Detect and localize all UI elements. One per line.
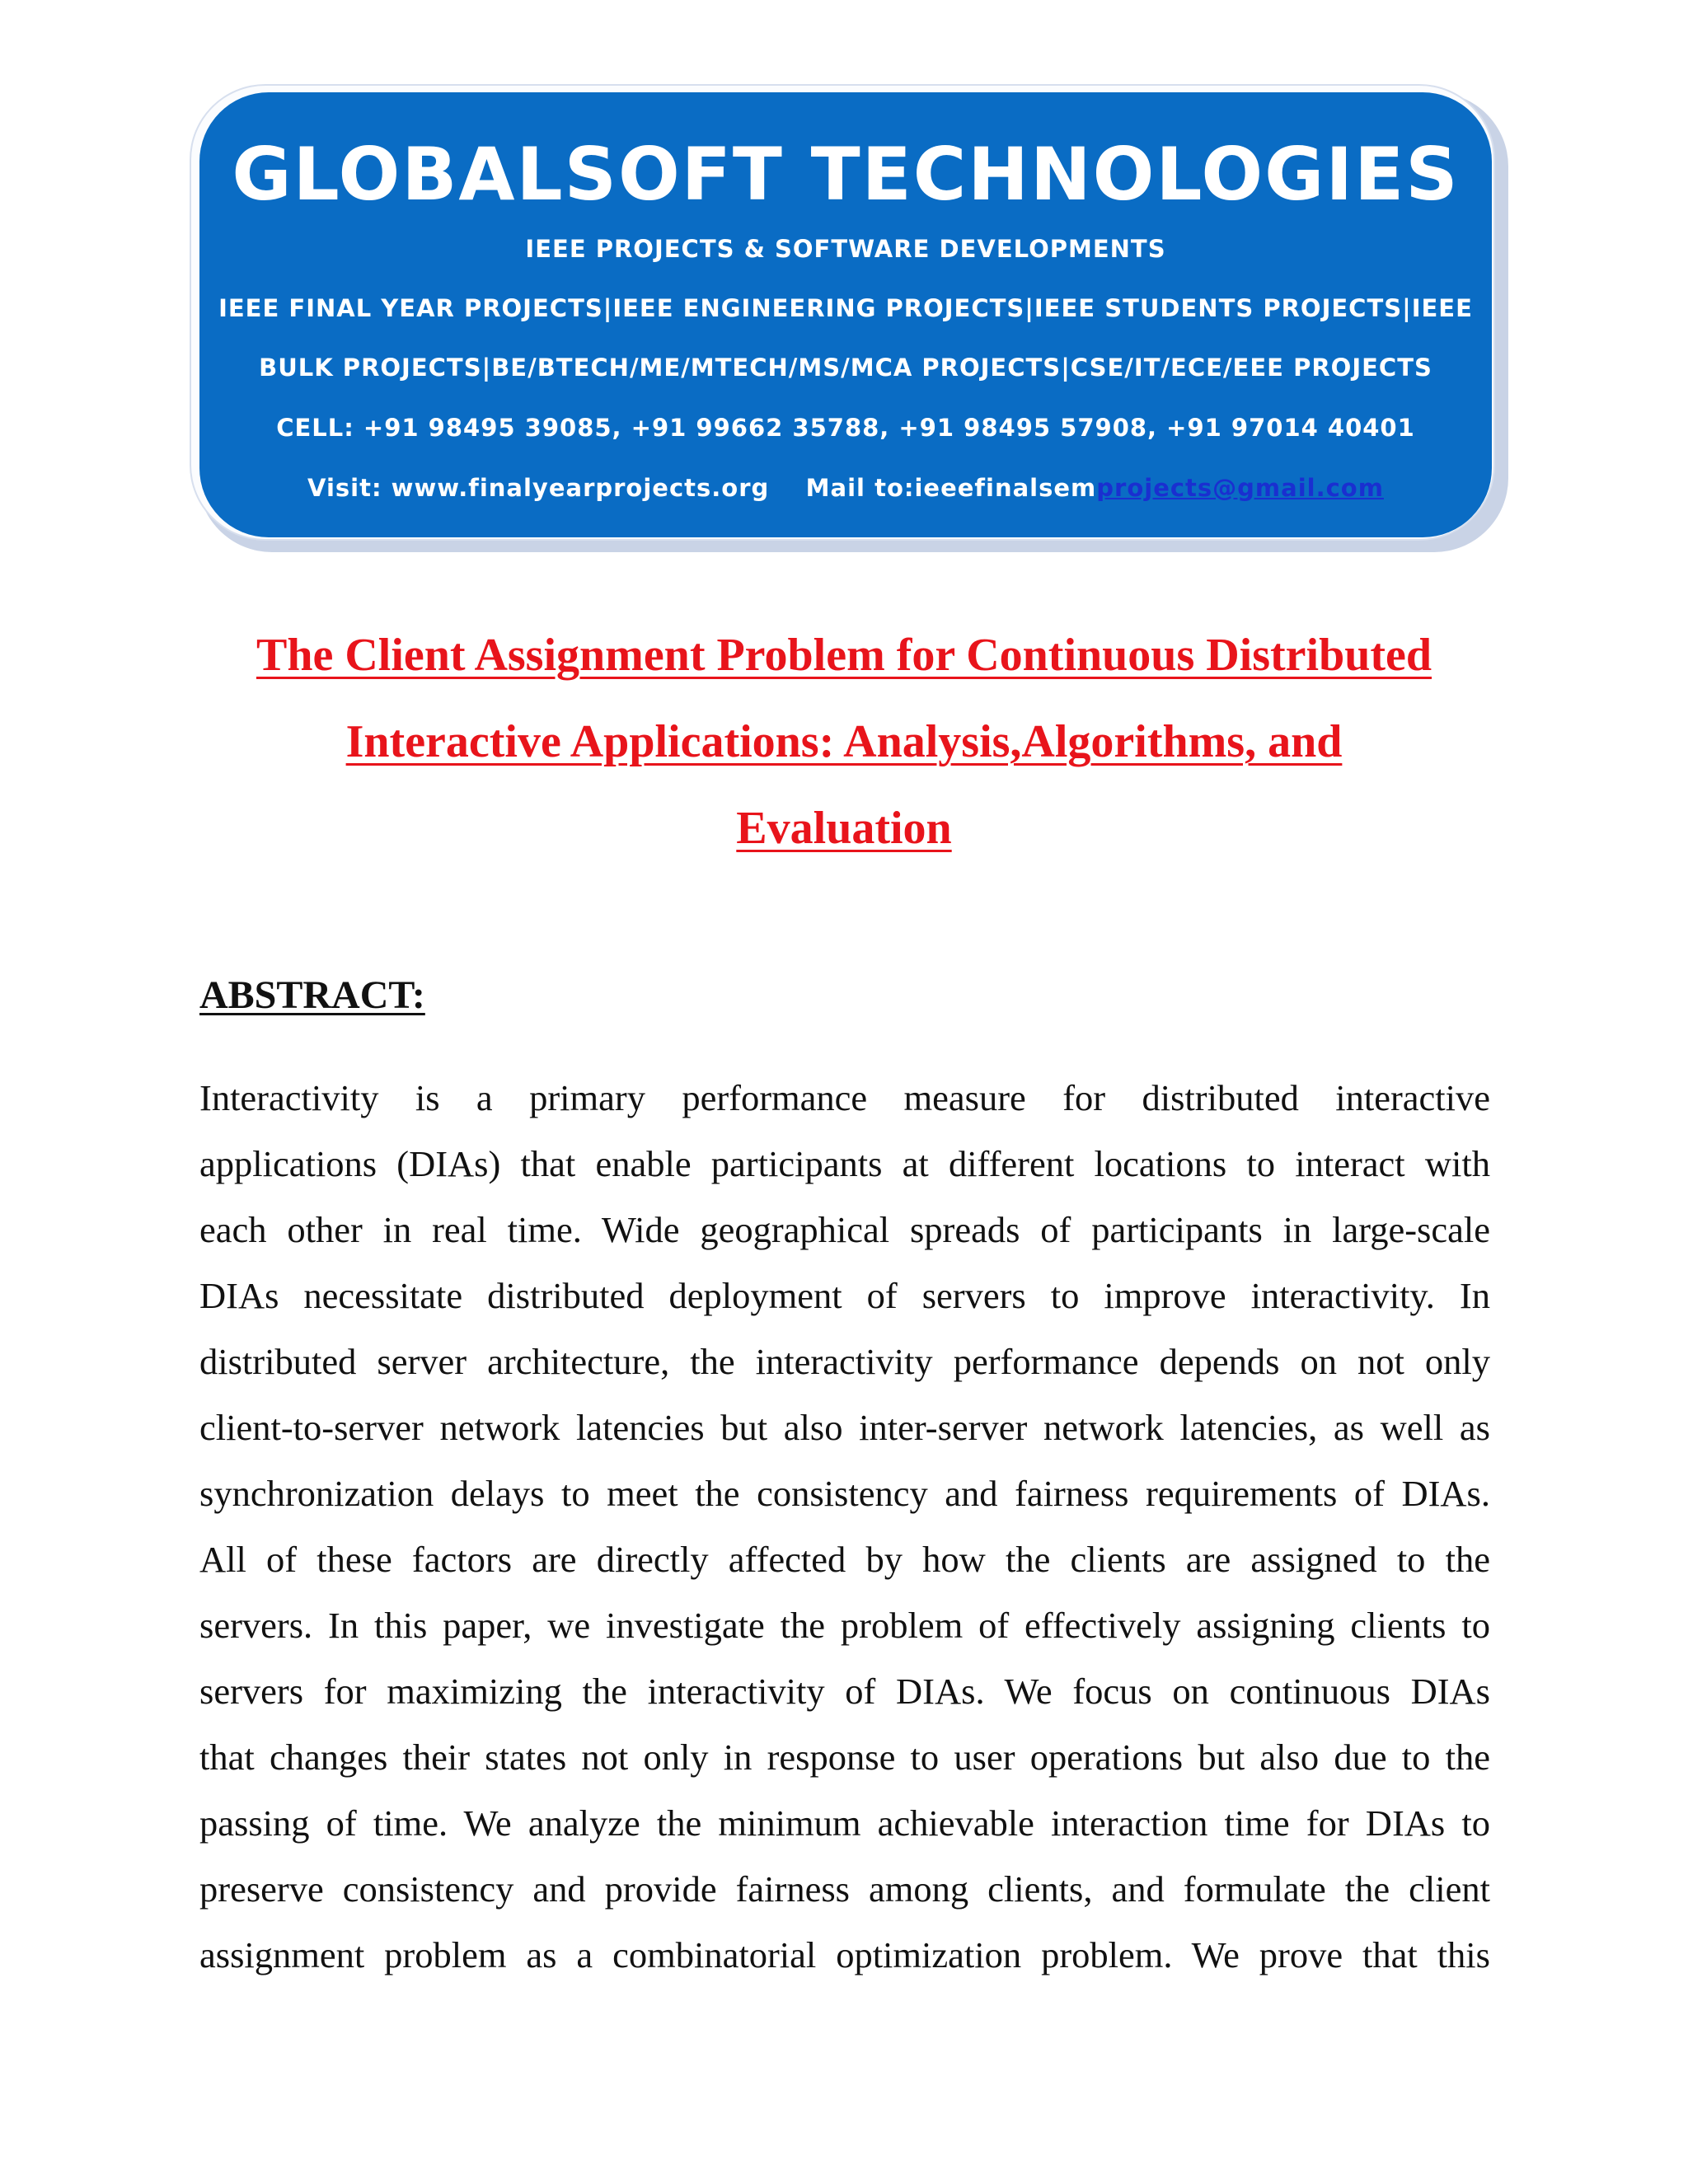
company-banner bbox=[199, 92, 1492, 537]
abstract-heading: ABSTRACT: bbox=[199, 973, 425, 1017]
banner-tagline: IEEE PROJECTS & SOFTWARE DEVELOPMENTS bbox=[525, 235, 1166, 263]
abstract-line: All of these factors are directly affected by how the clients are assigned to the bbox=[199, 1539, 1490, 1580]
website-text: Visit: www.finalyearprojects.org bbox=[307, 474, 770, 502]
email-link[interactable]: projects@gmail.com bbox=[1096, 474, 1384, 502]
mail-prefix: Mail to:ieeefinalsem bbox=[805, 474, 1097, 502]
abstract-line: assignment problem as a combinatorial optimization problem. We prove that this bbox=[199, 1934, 1490, 1975]
abstract-line: servers. In this paper, we investigate the problem of effectively assigning clients to bbox=[199, 1605, 1490, 1646]
banner-phone-numbers: CELL: +91 98495 39085, +91 99662 35788, +91 98495 57908, +91 97014 40401 bbox=[276, 414, 1415, 442]
abstract-line: client-to-server network latencies but also inter-server network latencies, as well as bbox=[199, 1407, 1490, 1448]
abstract-line: synchronization delays to meet the consistency and fairness requirements of DIAs. bbox=[199, 1473, 1490, 1514]
abstract-line: passing of time. We analyze the minimum achievable interaction time for DIAs to bbox=[199, 1802, 1490, 1844]
abstract-body bbox=[199, 1065, 1490, 1988]
abstract-line: Interactivity is a primary performance measure for distributed interactive bbox=[199, 1077, 1490, 1118]
abstract-line: distributed server architecture, the interactivity performance depends on not only bbox=[199, 1341, 1490, 1382]
abstract-line: that changes their states not only in response to user operations but also due to the bbox=[199, 1736, 1490, 1778]
paper-title-line-1: The Client Assignment Problem for Continuous Distributed bbox=[256, 630, 1432, 681]
abstract-line: applications (DIAs) that enable participants at different locations to interact with bbox=[199, 1143, 1490, 1184]
paper-title-line-3: Evaluation bbox=[736, 803, 952, 854]
abstract-line: each other in real time. Wide geographical spreads of participants in large-scale bbox=[199, 1209, 1490, 1250]
banner-contact-line bbox=[199, 471, 1492, 504]
company-name: GLOBALSOFT TECHNOLOGIES bbox=[232, 132, 1460, 217]
paper-title-line-2: Interactive Applications: Analysis,Algorithms, and bbox=[345, 716, 1343, 767]
abstract-line: DIAs necessitate distributed deployment of servers to improve interactivity. In bbox=[199, 1275, 1490, 1316]
abstract-line: servers for maximizing the interactivity of DIAs. We focus on continuous DIAs bbox=[199, 1671, 1490, 1712]
abstract-line: preserve consistency and provide fairness among clients, and formulate the client bbox=[199, 1868, 1490, 1910]
banner-projects-line-1: IEEE FINAL YEAR PROJECTS|IEEE ENGINEERING PROJECTS|IEEE STUDENTS PROJECTS|IEEE bbox=[218, 294, 1473, 322]
banner-projects-line-2: BULK PROJECTS|BE/BTECH/ME/MTECH/MS/MCA PROJECTS|CSE/IT/ECE/EEE PROJECTS bbox=[259, 354, 1432, 382]
